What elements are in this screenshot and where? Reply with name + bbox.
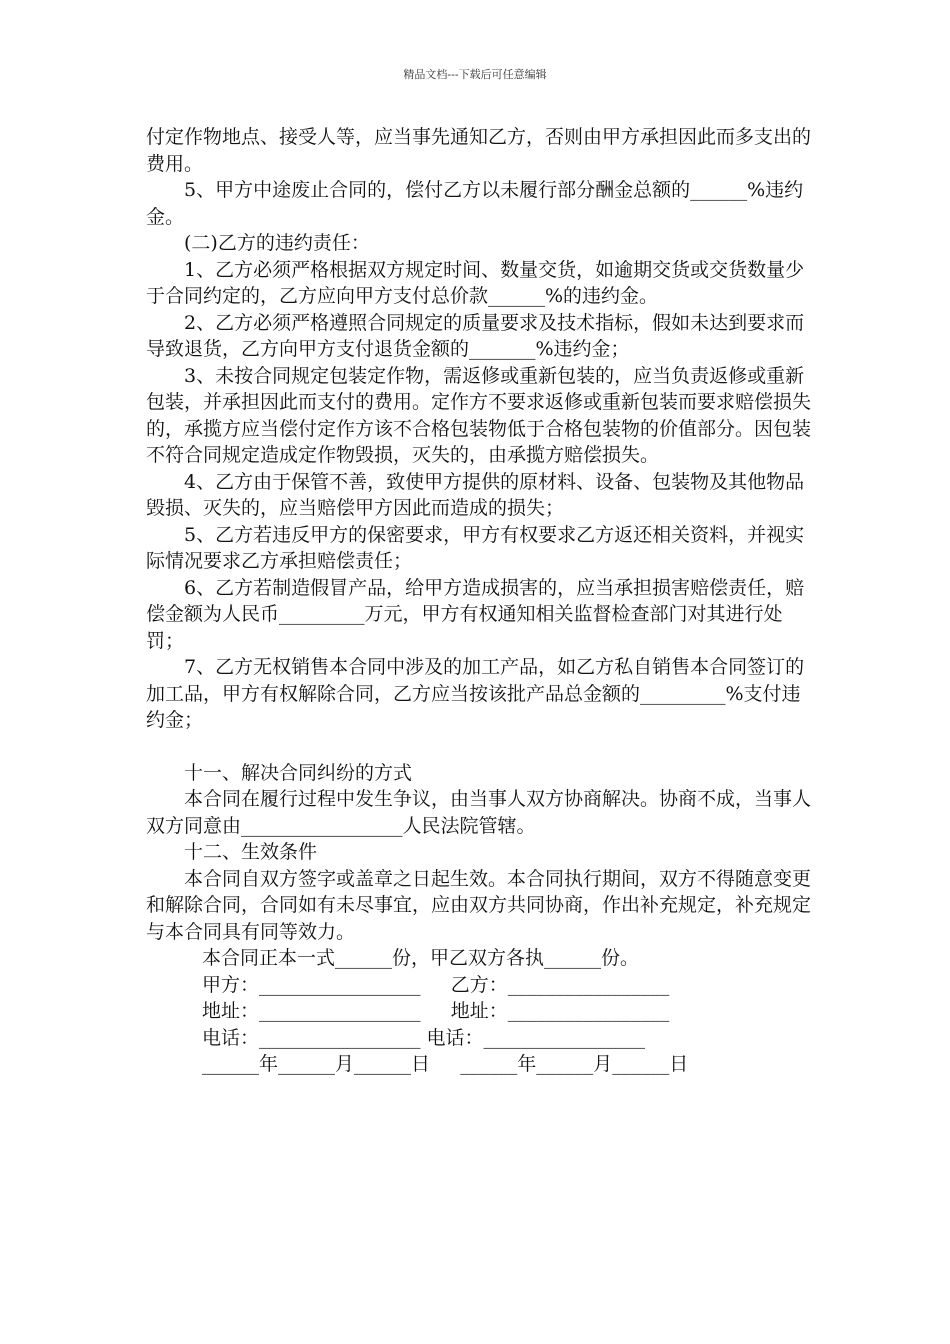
signature-line: 甲方：_________________ 乙方：_________________ <box>202 973 670 996</box>
paragraph: 7、乙方无权销售本合同中涉及的加工产品，如乙方私自销售本合同签订的加工品，甲方有权解除合同，乙方应当按该批产品总金额的_________%支付违约金； <box>146 656 805 731</box>
signature-line: 本合同正本一式______份，甲乙双方各执______份。 <box>202 947 640 969</box>
paragraph: 5、乙方若违反甲方的保密要求，甲方有权要求乙方返还相关资料，并视实际情况要求乙方承担赔偿责任； <box>146 523 805 572</box>
paragraph: 3、未按合同规定包装定作物，需返修或重新包装的，应当负责返修或重新包装，并承担因此而支付的费用。定作方不要求返修或重新包装而要求赔偿损失的，承揽方应当偿付定作方该不合格包装物低于合格包装物的价值部分。因包装不符合同规定造成定作物毁损，灭失的，由承揽方赔偿损失。 <box>146 364 812 466</box>
page-header: 精品文档---下载后可任意编辑 <box>403 68 547 81</box>
spacer <box>146 734 818 760</box>
section-heading: 十一、解决合同纠纷的方式 <box>184 761 413 784</box>
signature-line: 电话：_________________ 电话：_________________ <box>202 1026 646 1049</box>
paragraph: 6、乙方若制造假冒产品，给甲方造成损害的，应当承担损害赔偿责任，赔偿金额为人民币_________万元，甲方有权通知相关监督检查部门对其进行处罚； <box>146 576 805 652</box>
paragraph: 4、乙方由于保管不善，致使甲方提供的原材料、设备、包装物及其他物品毁损、灭失的，应当赔偿甲方因此而造成的损失； <box>146 470 805 519</box>
paragraph: 2、乙方必须严格遵照合同规定的质量要求及技术指标，假如未达到要求而导致退货，乙方向甲方支付退货金额的_______%违约金； <box>146 311 805 360</box>
section-heading: 十二、生效条件 <box>184 841 318 863</box>
signature-line: 地址：_________________ 地址：_________________ <box>202 1000 670 1022</box>
contract-text <box>146 124 818 1078</box>
paragraph: 本合同自双方签字或盖章之日起生效。本合同执行期间，双方不得随意变更和解除合同，合同如有未尽事宜，应由双方共同协商，作出补充规定，补充规定与本合同具有同等效力。 <box>146 867 812 943</box>
section-heading: (二)乙方的违约责任： <box>184 232 370 254</box>
paragraph: 本合同在履行过程中发生争议，由当事人双方协商解决。协商不成，当事人双方同意由_________________人民法院管辖。 <box>146 788 812 837</box>
signature-line: ______年______月______日 ______年______月______日 <box>202 1053 689 1075</box>
paragraph: 1、乙方必须严格根据双方规定时间、数量交货，如逾期交货或交货数量少于合同约定的，乙方应向甲方支付总价款______%的违约金。 <box>146 258 805 307</box>
paragraph: 5、甲方中途废止合同的，偿付乙方以未履行部分酬金总额的______%违约金。 <box>146 179 804 228</box>
paragraph: 付定作物地点、接受人等，应当事先通知乙方，否则由甲方承担因此而多支出的费用。 <box>146 126 812 175</box>
